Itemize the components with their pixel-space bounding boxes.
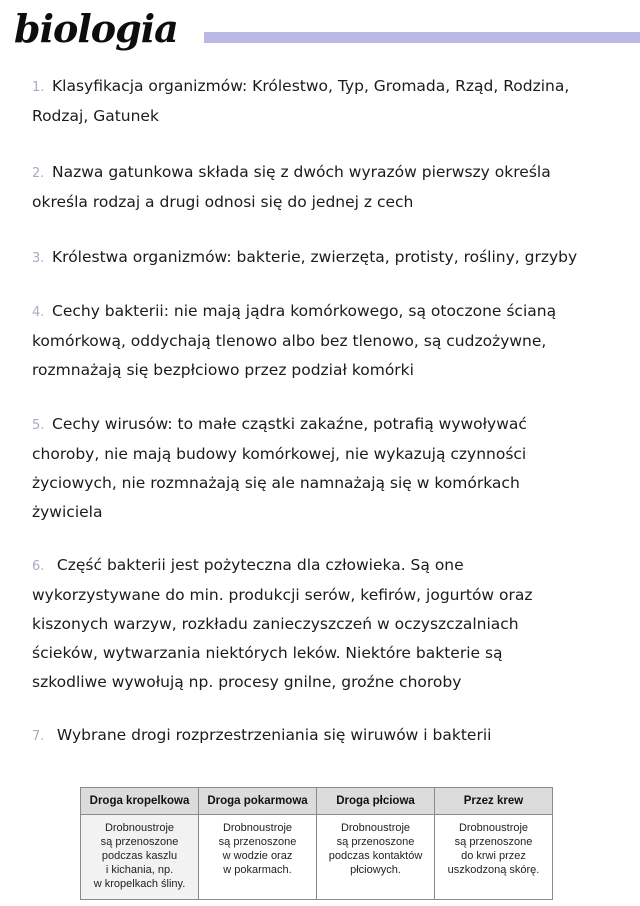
note-line: życiowych, nie rozmnażają się ale namnażają się w komórkach <box>32 474 520 492</box>
note-1 <box>32 72 632 131</box>
table-cell: Drobnoustroje są przenoszone podczas kontaktów płciowych. <box>317 815 435 900</box>
note-number: 6. <box>32 559 45 574</box>
table-header-cell: Droga kropelkowa <box>81 788 199 815</box>
note-number: 5. <box>32 418 45 433</box>
note-number: 3. <box>32 251 45 266</box>
note-number: 1. <box>32 80 45 95</box>
note-line: określa rodzaj a drugi odnosi się do jednej z cech <box>32 193 414 211</box>
transmission-routes-table <box>80 787 553 897</box>
note-line: Część bakterii jest pożyteczna dla człowieka. Są one <box>52 556 464 574</box>
table-header-cell: Przez krew <box>435 788 553 815</box>
note-number: 4. <box>32 305 45 320</box>
note-line: Cechy wirusów: to małe cząstki zakaźne, potrafią wywoływać <box>52 415 527 433</box>
note-line: ścieków, wytwarzania niektórych leków. Niektóre bakterie są <box>32 644 503 662</box>
note-line: choroby, nie mają budowy komórkowej, nie wykazują czynności <box>32 445 527 463</box>
table-header-cell: Droga pokarmowa <box>199 788 317 815</box>
note-line: kiszonych warzyw, rozkładu zanieczyszczeń w oczyszczalniach <box>32 615 519 633</box>
table-header-cell: Droga płciowa <box>317 788 435 815</box>
note-line: żywiciela <box>32 503 103 521</box>
note-4 <box>32 297 632 385</box>
note-line: komórkową, oddychają tlenowo albo bez tlenowo, są cudzożywne, <box>32 332 547 350</box>
table-row <box>81 815 553 900</box>
note-line: Cechy bakterii: nie mają jądra komórkowego, są otoczone ścianą <box>52 302 557 320</box>
note-number: 7. <box>32 729 45 744</box>
note-6 <box>32 551 632 697</box>
note-line: rozmnażają się bezpłciowo przez podział komórki <box>32 361 414 379</box>
note-number: 2. <box>32 166 45 181</box>
note-3 <box>32 243 632 273</box>
table-cell: Drobnoustroje są przenoszone w wodzie oraz w pokarmach. <box>199 815 317 900</box>
note-line: Klasyfikacja organizmów: Królestwo, Typ, Gromada, Rząd, Rodzina, <box>52 77 570 95</box>
note-2 <box>32 158 632 217</box>
table-header-row <box>81 788 553 815</box>
note-line: Wybrane drogi rozprzestrzeniania się wiruwów i bakterii <box>52 726 492 744</box>
page-title: biologia <box>14 6 178 51</box>
note-line: Królestwa organizmów: bakterie, zwierzęta, protisty, rośliny, grzyby <box>52 248 578 266</box>
table-cell: Drobnoustroje są przenoszone podczas kaszlu i kichania, np. w kropelkach śliny. <box>81 815 199 900</box>
title-underline-bar <box>204 32 640 43</box>
table-cell: Drobnoustroje są przenoszone do krwi przez uszkodzoną skórę. <box>435 815 553 900</box>
note-7 <box>32 721 632 751</box>
note-line: szkodliwe wywołują np. procesy gnilne, groźne choroby <box>32 673 462 691</box>
note-line: Nazwa gatunkowa składa się z dwóch wyrazów pierwszy określa <box>52 163 551 181</box>
note-line: wykorzystywane do min. produkcji serów, kefirów, jogurtów oraz <box>32 586 533 604</box>
note-line: Rodzaj, Gatunek <box>32 107 159 125</box>
note-5 <box>32 410 632 527</box>
